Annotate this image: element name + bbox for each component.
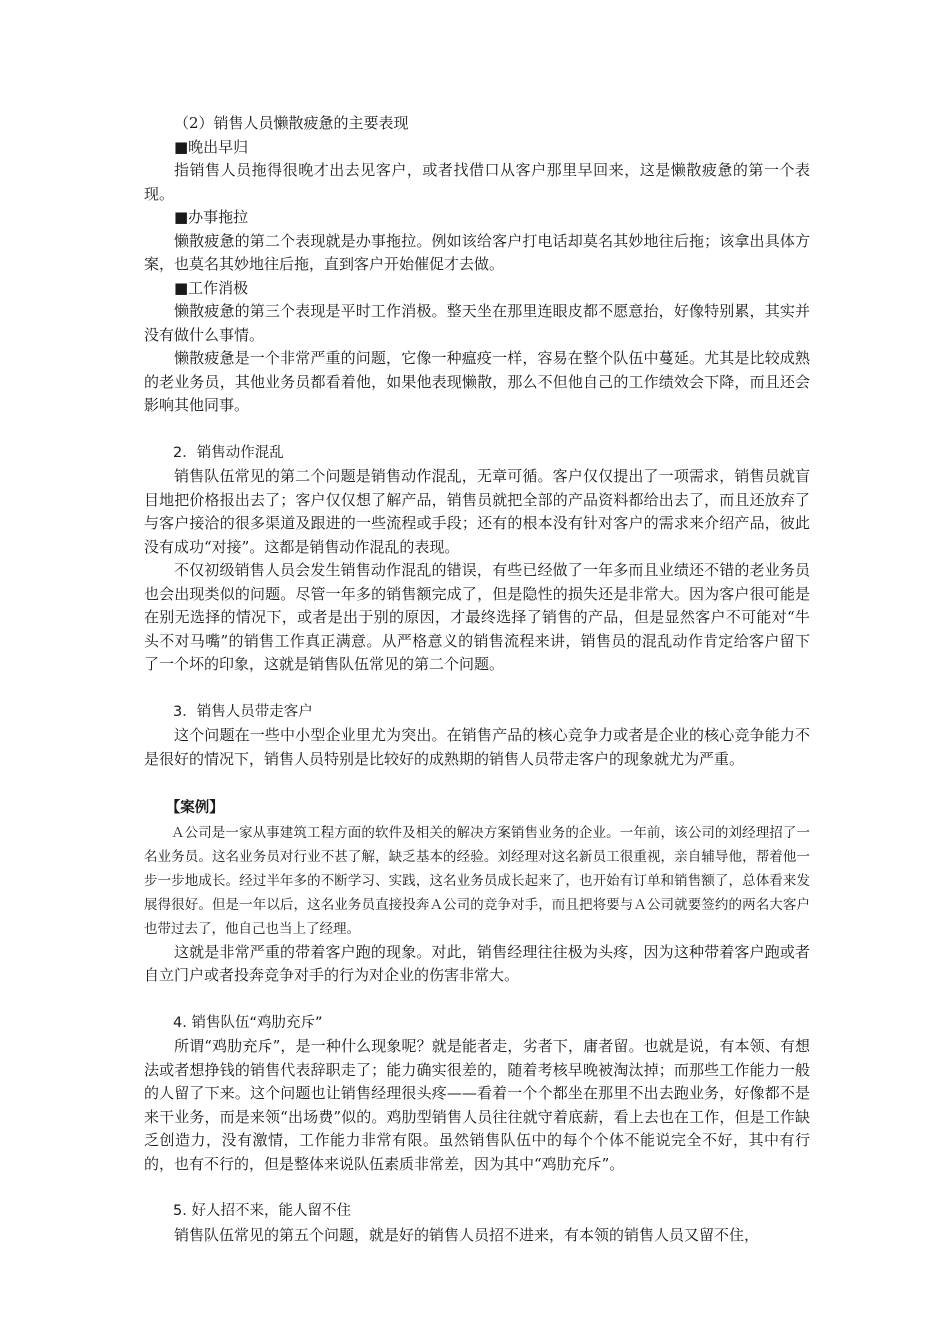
case-title: 【案例】 [165, 800, 224, 816]
document-page [144, 112, 810, 1247]
paragraph: 所谓“鸡肋充斥”，是一种什么现象呢？就是能者走，劣者下，庸者留。也就是说，有本领、有想法或者想挣钱的销售代表辞职走了；能力确实很差的，随着考核早晚被淘汰掉；而那些工作能力一般的人留了下来。这个问题也让销售经理很头疼——看着一个个都坐在那里不出去跑业务，好像都不是来干业务，而是来领“出场费”似的。鸡肋型销售人员往往就守着底薪，看上去也在工作，但是工作缺乏创造力，没有激情，工作能力非常有限。虽然销售队伍中的每个个体不能说完全不好，其中有行的，也有不行的，但是整体来说队伍素质非常差，因为其中“鸡肋充斥”。 [144, 1037, 810, 1173]
bullet-heading: ■办事拖拉 [174, 208, 249, 226]
paragraph: 这个问题在一些中小型企业里尤为突出。在销售产品的核心竞争力或者是企业的核心竞争能力不是很好的情况下，销售人员特别是比较好的成熟期的销售人员带走客户的现象就尤为严重。 [144, 726, 810, 768]
paragraph: 懒散疲惫是一个非常严重的问题，它像一种瘟疫一样，容易在整个队伍中蔓延。尤其是比较成熟的老业务员，其他业务员都看着他，如果他表现懒散，那么不但他自己的工作绩效会下降，而且还会影响其他同事。 [144, 349, 810, 414]
paragraph: 这就是非常严重的带着客户跑的现象。对此，销售经理往往极为头疼，因为这种带着客户跑或者自立门户或者投奔竞争对手的行为对企业的伤害非常大。 [144, 942, 810, 984]
section-heading: 4. 销售队伍“鸡肋充斥” [173, 1014, 323, 1031]
section-heading: 3．销售人员带走客户 [173, 703, 313, 720]
bullet-heading: ■晚出早归 [174, 137, 249, 156]
paragraph: 不仅初级销售人员会发生销售动作混乱的错误，有些已经做了一年多而且业绩还不错的老业务员也会出现类似的问题。尽管一年多的销售额完成了，但是隐性的损失还是非常大。因为客户很可能是在别无选择的情况下，或者是出于别的原因，才最终选择了销售的产品，但是显然客户不可能对“牛头不对马嘴”的销售工作真正满意。从严格意义的销售流程来讲，销售员的混乱动作肯定给客户留下了一个坏的印象，这就是销售队伍常见的第二个问题。 [144, 561, 810, 673]
section-heading: 5. 好人招不来，能人留不住 [173, 1203, 351, 1219]
paragraph: 销售队伍常见的第二个问题是销售动作混乱，无章可循。客户仅仅提出了一项需求，销售员就盲目地把价格报出去了；客户仅仅想了解产品，销售员就把全部的产品资料都给出去了，而且还放弃了与客户接洽的很多渠道及跟进的一些流程或手段；还有的根本没有针对客户的需求来介绍产品，彼此没有成功“对接”。这都是销售动作混乱的表现。 [144, 467, 810, 556]
paragraph: 指销售人员拖得很晚才出去见客户，或者找借口从客户那里早回来，这是懒散疲惫的第一个表现。 [144, 161, 810, 203]
paragraph: 懒散疲惫的第二个表现就是办事拖拉。例如该给客户打电话却莫名其妙地往后拖；该拿出具体方案，也莫名其妙地往后拖，直到客户开始催促才去做。 [144, 231, 810, 273]
case-paragraph: Ａ公司是一家从事建筑工程方面的软件及相关的解决方案销售业务的企业。一年前，该公司的刘经理招了一名业务员。这名业务员对行业不甚了解，缺乏基本的经验。刘经理对这名新员工很重视，亲自辅导他，帮着他一步一步地成长。经过半年多的不断学习、实践，这名业务员成长起来了，也开始有订单和销售额了，总体看来发展得很好。但是一年以后，这名业务员直接投奔Ａ公司的竞争对手，而且把将要与Ａ公司就要签约的两名大客户也带过去了，他自己也当上了经理。 [144, 824, 810, 937]
bullet-heading: ■工作消极 [174, 278, 249, 297]
section-heading: 2．销售动作混乱 [173, 444, 284, 461]
paragraph: 懒散疲惫的第三个表现是平时工作消极。整天坐在那里连眼皮都不愿意抬，好像特别累，其实并没有做什么事情。 [144, 302, 810, 344]
section-title: （2）销售人员懒散疲惫的主要表现 [174, 114, 409, 132]
paragraph: 销售队伍常见的第五个问题，就是好的销售人员招不进来，有本领的销售人员又留不住， [174, 1225, 760, 1244]
